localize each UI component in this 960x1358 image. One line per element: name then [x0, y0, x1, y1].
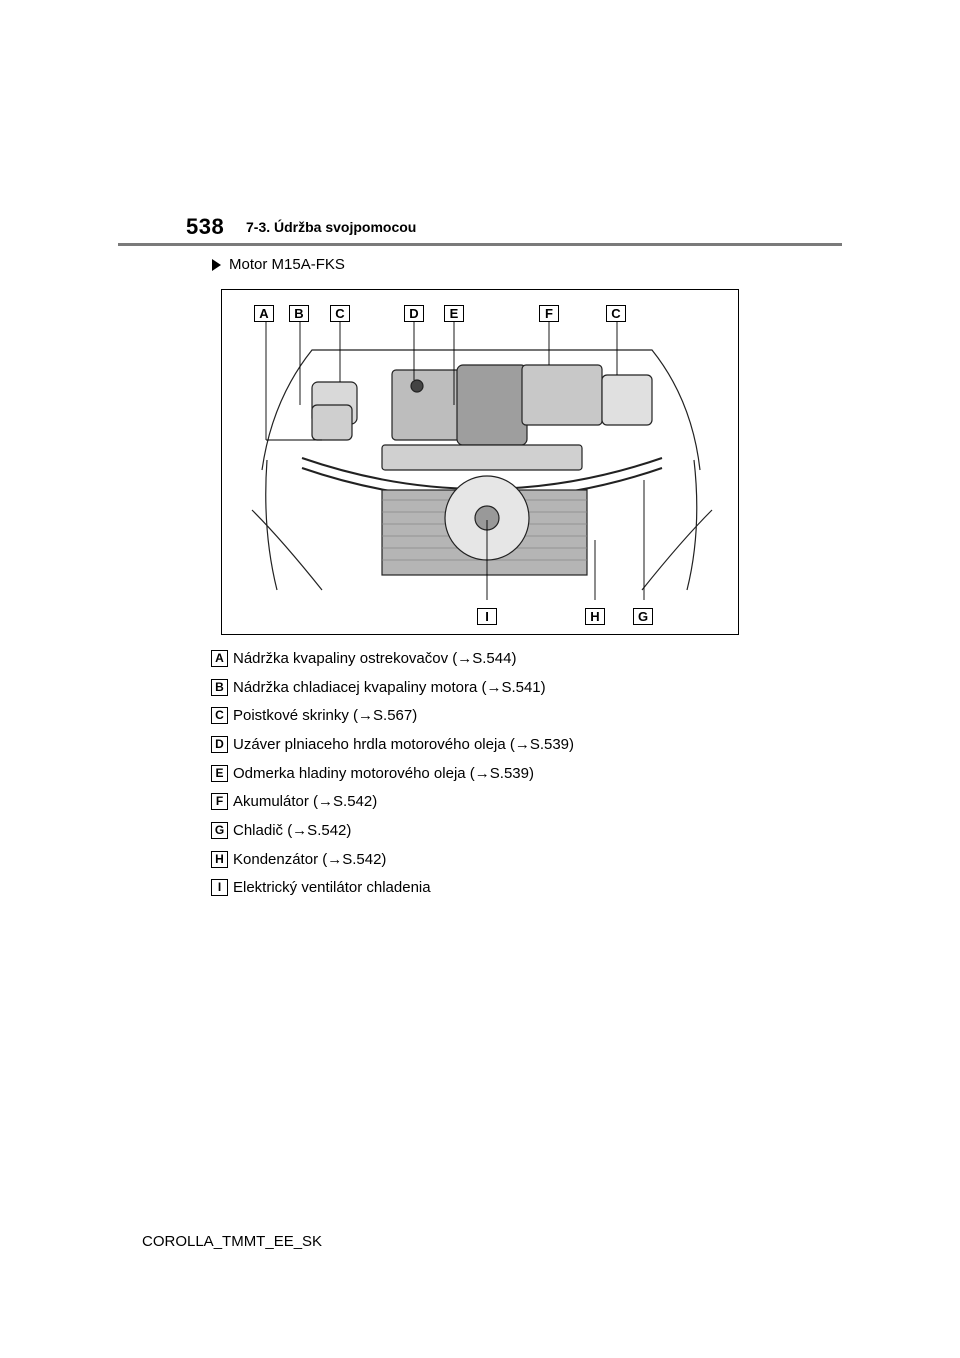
section-title: 7-3. Údržba svojpomocou	[246, 219, 417, 235]
legend-key: F	[211, 793, 228, 810]
list-item	[211, 759, 574, 788]
arrow-right-icon	[212, 259, 221, 271]
legend-key: A	[211, 650, 228, 667]
legend-key: B	[211, 679, 228, 696]
figure-label-a: A	[254, 305, 274, 322]
header-rule	[118, 243, 842, 246]
engine-figure	[221, 289, 739, 635]
figure-label-g: G	[633, 608, 653, 625]
list-item	[211, 816, 574, 845]
figure-label-c: C	[330, 305, 350, 322]
legend-key: E	[211, 765, 228, 782]
legend-key: H	[211, 851, 228, 868]
figure-label-h: H	[585, 608, 605, 625]
legend-text: Akumulátor (→S.542)	[233, 793, 378, 811]
list-item	[211, 730, 574, 759]
figure-label-b: B	[289, 305, 309, 322]
list-item	[211, 874, 574, 903]
legend-key: D	[211, 736, 228, 753]
legend	[211, 644, 574, 902]
list-item	[211, 701, 574, 730]
list-item	[211, 787, 574, 816]
legend-text: Poistkové skrinky (→S.567)	[233, 707, 418, 725]
legend-text: Odmerka hladiny motorového oleja (→S.539)	[233, 764, 534, 782]
figure-label-e: E	[444, 305, 464, 322]
legend-text: Nádržka kvapaliny ostrekovačov (→S.544)	[233, 649, 517, 667]
list-item	[211, 673, 574, 702]
list-item	[211, 644, 574, 673]
subheading	[212, 256, 345, 273]
list-item	[211, 845, 574, 874]
page-number: 538	[186, 214, 225, 239]
engine-illustration	[222, 290, 740, 636]
figure-label-f: F	[539, 305, 559, 322]
legend-key: G	[211, 822, 228, 839]
figure-label-d: D	[404, 305, 424, 322]
footer-doc-id: COROLLA_TMMT_EE_SK	[142, 1233, 323, 1250]
legend-text: Chladič (→S.542)	[233, 821, 352, 839]
legend-text: Nádržka chladiacej kvapaliny motora (→S.541)	[233, 678, 546, 696]
legend-key: C	[211, 707, 228, 724]
legend-text: Elektrický ventilátor chladenia	[233, 879, 431, 897]
legend-text: Uzáver plniaceho hrdla motorového oleja (→S.539)	[233, 735, 575, 753]
figure-label-c2: C	[606, 305, 626, 322]
legend-text: Kondenzátor (→S.542)	[233, 850, 387, 868]
subheading-text: Motor M15A-FKS	[229, 256, 345, 273]
figure-label-i: I	[477, 608, 497, 625]
legend-key: I	[211, 879, 228, 896]
